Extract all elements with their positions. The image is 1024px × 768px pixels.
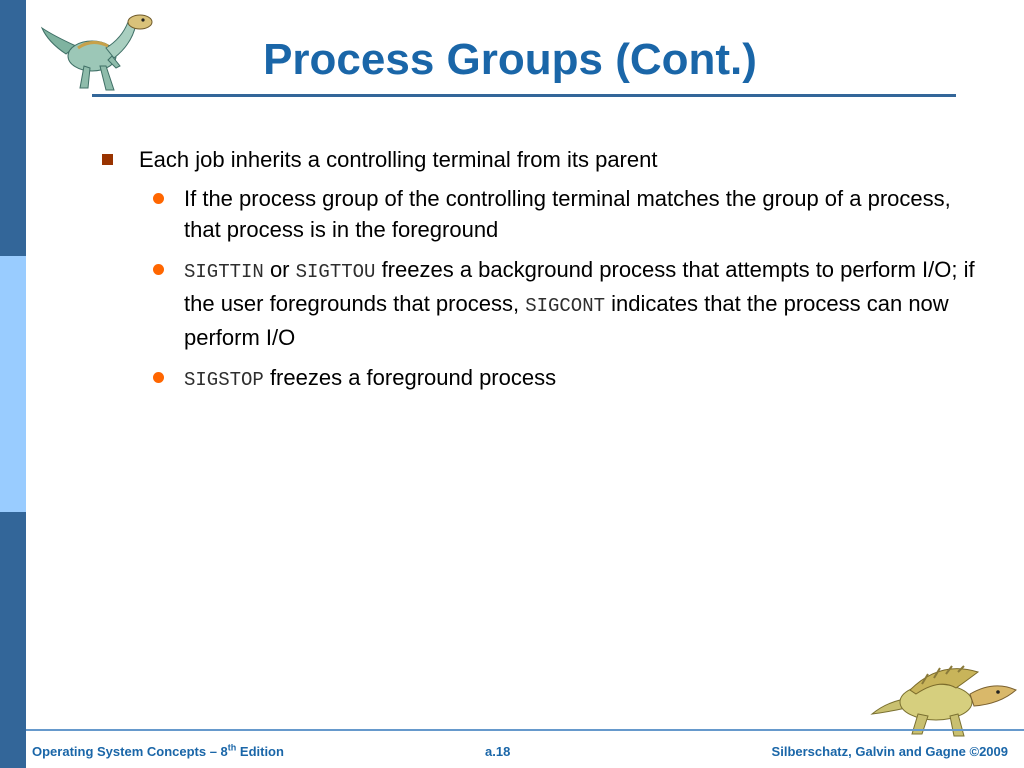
footer-divider xyxy=(26,729,1024,731)
bullet-text: Each job inherits a controlling terminal from its parent xyxy=(139,147,658,172)
strip-segment-top xyxy=(0,0,26,256)
code-sigcont: SIGCONT xyxy=(525,295,606,317)
bullet-item-4 xyxy=(145,362,990,396)
bullet-list xyxy=(100,144,990,405)
bullet-text: indicates that the process can now perform I/O xyxy=(184,291,949,350)
code-sigttin: SIGTTIN xyxy=(184,261,264,283)
strip-segment-middle xyxy=(0,256,26,512)
title-divider xyxy=(92,94,956,97)
code-sigttou: SIGTTOU xyxy=(295,261,376,283)
dinosaur-footer-icon xyxy=(870,654,1020,738)
bullet-item-2 xyxy=(145,183,990,245)
bullet-text: freezes a foreground process xyxy=(263,365,557,390)
footer-book-title-sup: th xyxy=(227,742,237,753)
slide-number: a.18 xyxy=(485,744,511,759)
bullet-item-1 xyxy=(100,144,990,175)
dot-bullet-icon xyxy=(153,264,164,275)
bullet-item-3 xyxy=(145,254,990,353)
page-title: Process Groups (Cont.) xyxy=(263,35,757,84)
code-sigstop: SIGSTOP xyxy=(184,369,264,391)
footer-copyright: Silberschatz, Galvin and Gagne ©2009 xyxy=(771,744,1008,759)
dot-bullet-icon xyxy=(153,372,164,383)
footer-book-title-tail: Edition xyxy=(236,744,284,759)
dinosaur-logo-icon xyxy=(36,8,158,96)
side-color-strip xyxy=(0,0,26,768)
bullet-text: freezes a background process that attempts to perform I/O; if the user foregrounds that process, xyxy=(184,257,975,316)
footer-book-title xyxy=(32,744,284,760)
square-bullet-icon xyxy=(102,154,113,165)
dot-bullet-icon xyxy=(153,193,164,204)
bullet-text: or xyxy=(263,257,296,282)
bullet-text: If the process group of the controlling terminal matches the group of a process, that process is in the foreground xyxy=(184,186,951,242)
footer-book-title-main: Operating System Concepts – 8 xyxy=(32,744,228,759)
strip-segment-bottom xyxy=(0,512,26,768)
